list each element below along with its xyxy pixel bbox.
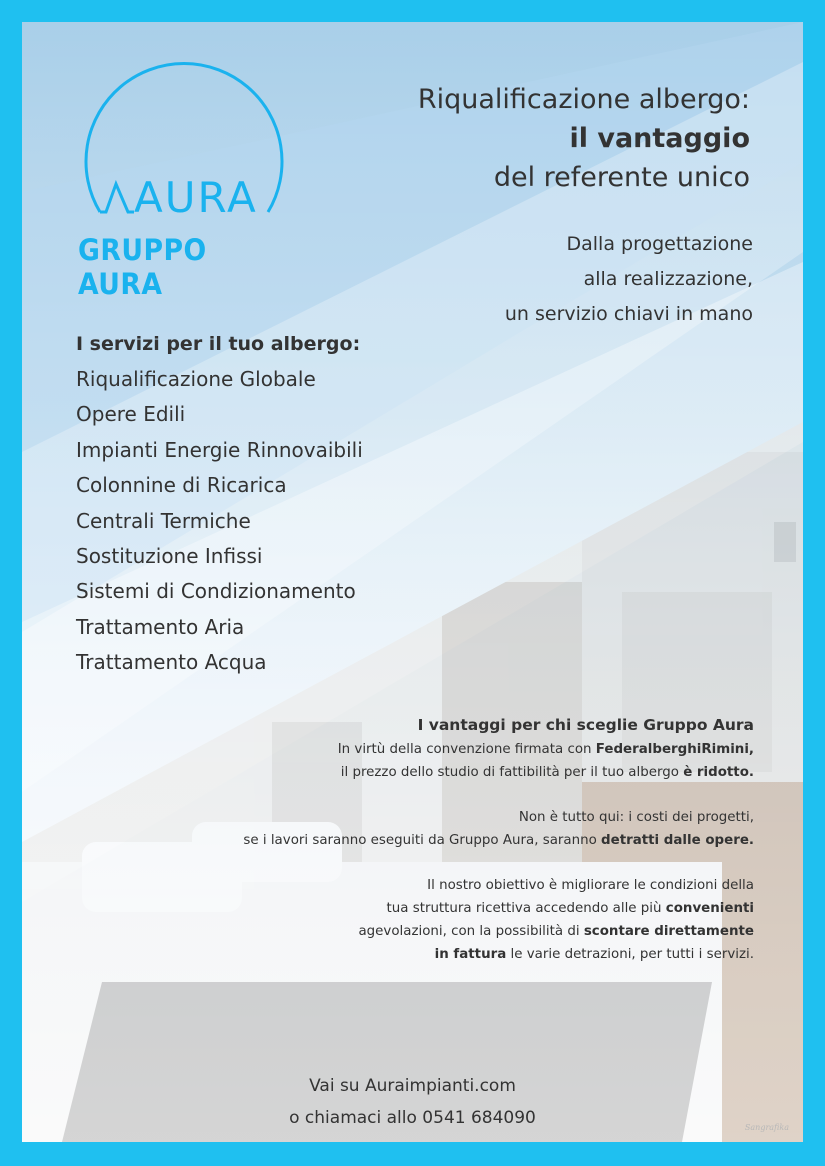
paragraph-gap	[34, 784, 754, 806]
benefits-emphasis: in fattura	[434, 947, 507, 962]
benefits-p2-line2	[34, 829, 754, 852]
service-item: Opere Edili	[76, 402, 186, 427]
designer-credit: Sangrafika	[744, 1123, 789, 1132]
benefits-p1-line1	[34, 738, 754, 761]
benefits-p3-line3	[34, 920, 754, 943]
service-item: Riqualificazione Globale	[76, 367, 316, 391]
benefits-emphasis: convenienti	[665, 901, 754, 916]
contact-phone[interactable]: o chiamaci allo 0541 684090	[289, 1108, 536, 1128]
benefits-text: tua struttura ricettiva accedendo alle più	[386, 901, 666, 916]
contact-website[interactable]: Vai su Auraimpianti.com	[309, 1076, 516, 1096]
benefits-text: il prezzo dello studio di fattibilità per il tuo albergo	[340, 765, 684, 780]
benefits-text: agevolazioni, con la possibilità di	[358, 924, 584, 939]
paragraph-gap	[34, 852, 754, 874]
tagline-line-2: alla realizzazione,	[583, 268, 753, 290]
benefits-text: le varie detrazioni, per tutti i servizi.	[506, 947, 754, 962]
service-item: Trattamento Acqua	[76, 650, 267, 675]
benefits-p3-line1: Il nostro obiettivo è migliorare le condizioni della	[427, 878, 754, 893]
contact-info	[22, 1070, 803, 1134]
benefits-section	[34, 712, 754, 966]
benefits-p2-line1: Non è tutto qui: i costi dei progetti,	[518, 810, 754, 825]
tagline	[505, 227, 753, 332]
benefits-p3-line4	[34, 943, 754, 966]
services-title: I servizi per il tuo albergo:	[76, 333, 361, 355]
benefits-emphasis: FederalberghiRimini,	[595, 742, 754, 757]
service-item: Centrali Termiche	[76, 508, 251, 533]
headline-line-1: Riqualificazione albergo:	[417, 84, 750, 115]
headline-line-2: il vantaggio	[569, 123, 750, 154]
brand-name: GRUPPO AURA	[78, 233, 207, 301]
service-item: Colonnine di Ricarica	[76, 473, 287, 498]
benefits-emphasis: è ridotto.	[683, 765, 754, 780]
tagline-line-1: Dalla progettazione	[566, 233, 753, 255]
headline-line-3: del referente unico	[493, 162, 750, 193]
service-item: Sostituzione Infissi	[76, 544, 263, 569]
benefits-text: se i lavori saranno eseguiti da Gruppo Aura, saranno	[243, 833, 602, 848]
poster-canvas	[22, 22, 803, 1142]
benefits-text: In virtù della convenzione firmata con	[337, 742, 596, 757]
service-item: Trattamento Aria	[76, 614, 245, 639]
tagline-line-3: un servizio chiavi in mano	[504, 303, 753, 325]
benefits-emphasis: detratti dalle opere.	[601, 833, 754, 848]
benefits-p3-line2	[34, 897, 754, 920]
benefits-p1-line2	[34, 761, 754, 784]
service-item: Impianti Energie Rinnovaibili	[76, 437, 363, 462]
service-item: Sistemi di Condizionamento	[76, 579, 356, 604]
headline	[418, 80, 750, 197]
benefits-emphasis: scontare direttamente	[583, 924, 754, 939]
logo-wordmark: AURA	[134, 173, 258, 222]
services-list	[76, 326, 363, 681]
benefits-title: I vantaggi per chi sceglie Gruppo Aura	[417, 716, 754, 734]
